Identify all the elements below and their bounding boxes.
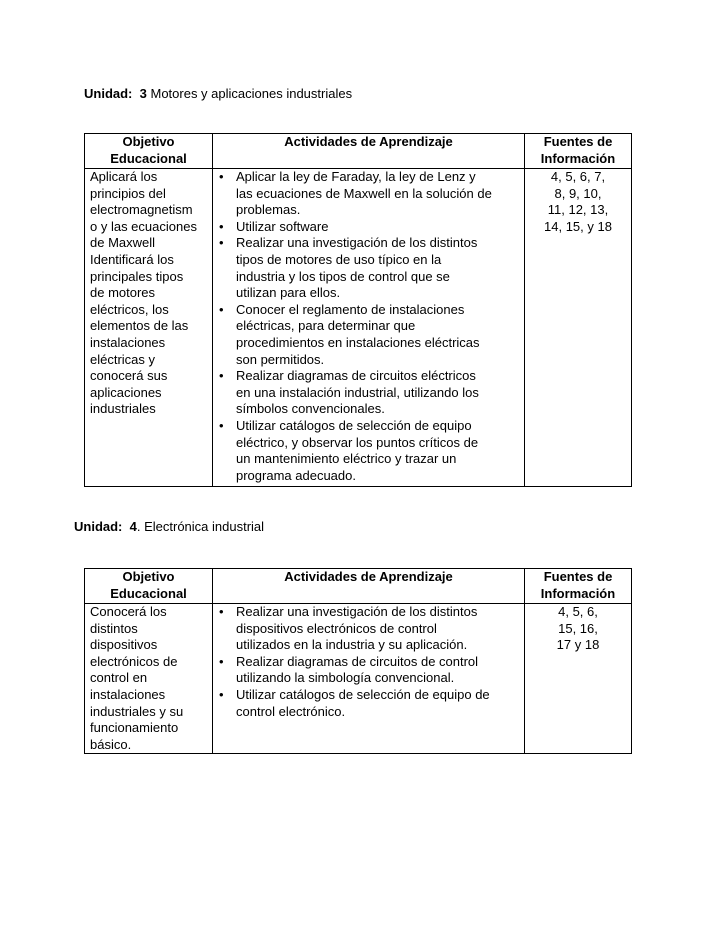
objective-line: de motores [90, 285, 156, 301]
objective-line: principales tipos [90, 268, 184, 284]
unit-4-header-row [85, 569, 632, 604]
activity-line: • Aplicar la ley de Faraday, la ley de Lenz y [236, 169, 476, 184]
activities-header: Actividades de Aprendizaje [213, 569, 525, 604]
activity-line: un mantenimiento eléctrico y trazar un [236, 451, 457, 467]
activity-item [213, 235, 524, 301]
activity-item [213, 687, 524, 720]
objective-line: funcionamiento [90, 720, 179, 736]
objective-header: Objetivo Educacional [85, 134, 213, 169]
objective-line: aplicaciones [90, 384, 162, 400]
activity-line: • Utilizar catálogos de selección de equipo [236, 417, 472, 433]
unit-3-table [84, 133, 632, 487]
activities-list [213, 169, 524, 484]
sources-text [525, 604, 631, 654]
sources-header: Fuentes de Información [525, 134, 632, 169]
sources-header: Fuentes de Información [525, 569, 632, 604]
activity-line: • Utilizar software [236, 218, 329, 234]
sources-cell [525, 604, 632, 754]
unit-3-content-row [85, 169, 632, 487]
activity-line: tipos de motores de uso típico en la [236, 251, 442, 267]
activities-list [213, 604, 524, 720]
unit-3-heading [84, 86, 352, 102]
objective-line: conocerá sus [90, 368, 168, 384]
activity-line: • Realizar diagramas de circuitos eléctricos [236, 368, 476, 384]
activity-line: utilizando la simbología convencional. [236, 670, 455, 686]
unit-3-title: Motores y aplicaciones industriales [150, 86, 353, 101]
objective-cell [85, 604, 213, 754]
objective-header: Objetivo Educacional [85, 569, 213, 604]
objective-line: dispositivos [90, 637, 158, 653]
source-line: 11, 12, 13, [547, 202, 609, 218]
objective-line: básico. [90, 736, 132, 752]
activity-line: • Realizar diagramas de circuitos de control [236, 653, 479, 669]
unit-3-number: 3 [139, 86, 147, 101]
unit-3-label: Unidad: [84, 86, 133, 101]
activity-line: programa adecuado. [236, 467, 356, 483]
activity-line: • Utilizar catálogos de selección de equipo de [236, 686, 490, 702]
source-line: 4, 5, 6, [558, 604, 598, 619]
activity-line: • Realizar una investigación de los distintos [236, 235, 478, 251]
activity-item [213, 219, 524, 236]
objective-line: industriales y su [90, 703, 184, 719]
source-line: 8, 9, 10, [554, 185, 602, 201]
unit-3-header-row [85, 134, 632, 169]
activities-cell [213, 169, 525, 487]
activities-cell [213, 604, 525, 754]
activity-item [213, 368, 524, 418]
activity-line: son permitidos. [236, 351, 325, 367]
source-line: 14, 15, y 18 [544, 218, 612, 234]
objective-line: instalaciones [90, 686, 166, 702]
activity-item [213, 169, 524, 219]
objective-text [85, 604, 212, 753]
objective-line: Aplicará los [90, 169, 158, 184]
objective-line: instalaciones [90, 334, 166, 350]
source-line: 4, 5, 6, 7, [550, 169, 606, 184]
objective-line: o y las ecuaciones [90, 218, 197, 234]
activity-line: problemas. [236, 202, 301, 218]
objective-line: elementos de las [90, 318, 189, 334]
objective-cell [85, 169, 213, 487]
objective-line: control en [90, 670, 148, 686]
objective-line: electromagnetism [90, 202, 193, 218]
objective-line: de Maxwell [90, 235, 156, 251]
activity-item [213, 302, 524, 368]
activity-item [213, 604, 524, 654]
objective-line: Identificará los [90, 251, 174, 267]
objective-line: eléctricos, los [90, 301, 169, 317]
sources-text [525, 169, 631, 235]
activities-header: Actividades de Aprendizaje [213, 134, 525, 169]
activity-line: eléctricas, para determinar que [236, 318, 416, 334]
unit-4-heading [74, 519, 264, 535]
sources-cell [525, 169, 632, 487]
activity-line: símbolos convencionales. [236, 401, 385, 417]
objective-line: principios del [90, 185, 166, 201]
activity-line: control electrónico. [236, 703, 346, 719]
activity-line: utilizados en la industria y su aplicación. [236, 637, 468, 653]
objective-line: electrónicos de [90, 653, 178, 669]
objective-line: Conocerá los [90, 604, 167, 619]
unit-4-content-row [85, 604, 632, 754]
activity-line: dispositivos electrónicos de control [236, 620, 437, 636]
objective-line: distintos [90, 620, 138, 636]
activity-line: • Realizar una investigación de los distintos [236, 604, 478, 619]
objective-line: industriales [90, 401, 156, 417]
unit-4-number: 4 [129, 519, 137, 534]
source-line: 17 y 18 [556, 637, 600, 653]
objective-text [85, 169, 212, 418]
activity-line: procedimientos en instalaciones eléctricas [236, 334, 480, 350]
activity-item [213, 654, 524, 687]
unit-4-label: Unidad: [74, 519, 123, 534]
objective-line: eléctricas y [90, 351, 156, 367]
activity-item [213, 418, 524, 484]
unit-4-table [84, 568, 632, 754]
activity-line: industria y los tipos de control que se [236, 268, 450, 284]
source-line: 15, 16, [558, 620, 598, 636]
activity-line: utilizan para ellos. [236, 285, 341, 301]
activity-line: • Conocer el reglamento de instalaciones [236, 301, 465, 317]
unit-4-title: . Electrónica industrial [136, 519, 265, 534]
activity-line: en una instalación industrial, utilizando los [236, 384, 479, 400]
activity-line: las ecuaciones de Maxwell en la solución de [236, 185, 492, 201]
activity-line: eléctrico, y observar los puntos críticos de [236, 434, 479, 450]
